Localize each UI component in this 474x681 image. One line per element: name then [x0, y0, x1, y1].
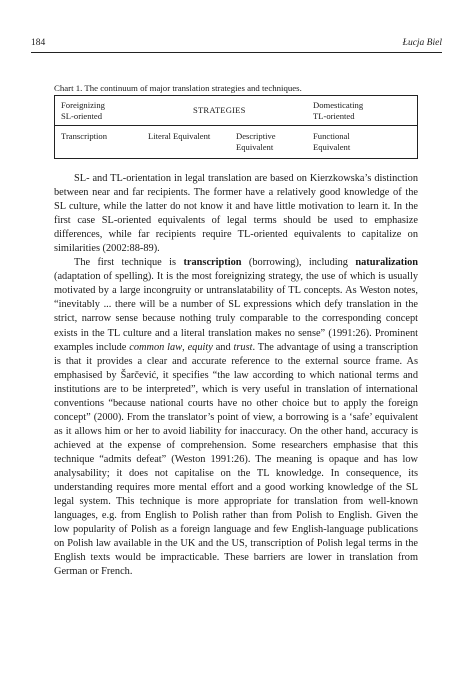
example-trust: trust [233, 341, 253, 353]
running-head [31, 37, 442, 49]
functional-line-2: Equivalent [313, 141, 351, 152]
table-divider [55, 125, 417, 126]
right-end-line-1: Domesticating [313, 100, 364, 110]
technique-transcription: Transcription [61, 131, 107, 141]
left-end-line-1: Foreignizing [61, 100, 105, 110]
descriptive-line-2: Equivalent [236, 141, 274, 152]
page-number: 184 [31, 38, 46, 48]
paragraph-transcription [54, 256, 418, 579]
term-naturalization: naturalization [355, 257, 418, 269]
p2-text-a: The first technique is [74, 257, 184, 269]
p2-text-e: and [212, 341, 234, 353]
technique-descriptive-equivalent [236, 131, 306, 152]
example-equity: equity [187, 341, 213, 353]
descriptive-line-1: Descriptive [236, 131, 276, 141]
running-head-author: Łucja Biel [402, 38, 442, 48]
body-text [54, 172, 418, 579]
header-rule [31, 52, 442, 53]
p2-text-b: (borrowing), including [241, 257, 356, 269]
strategies-label: STRATEGIES [193, 105, 246, 115]
term-transcription: transcription [183, 257, 242, 269]
p2-text-f: . The advantage of using a transcription is that it provides a clear and accurate reference to the external source frame. As emphasised by Šarčević, it specifies “the law according to which national terms and institutions are to be interpreted”, which is very useful in translation of international conventions “because national courts have no other choice but to apply the foreign concept” (2000). From the translator’s point of view, a borrowing is a ‘safe’ equivalent as it allows him or her to avoid liability for inaccuracy. On the other hand, accuracy is achieved at the expense of comprehension. Some researchers emphasise that this technique “admits defeat” (Weston 1991:26). The meaning is opaque and has low analysability; it does not capitalise on the TL knowledge. In consequence, its understanding requires more mental effort and a good working knowledge of the SL legal system. This technique is more appropriate for translation from well-known languages, e.g. from English to Polish rather than from Polish to English. Given the low popularity of Polish as a foreign language and few English-language publications on Polish law available in the UK and the US, transcription of Polish legal terms in the English texts would be impracticable. These barriers are lower in translation from German or French. [54, 341, 419, 578]
right-end-line-2: TL-oriented [313, 110, 355, 121]
example-common-law: common law [129, 341, 183, 353]
technique-functional-equivalent [313, 131, 403, 152]
continuum-right-end [313, 100, 413, 121]
p2-text-d: , [182, 341, 188, 353]
chart-caption: Chart 1. The continuum of major translation strategies and techniques. [54, 83, 302, 93]
paragraph-recipients: SL- and TL-orientation in legal translation are based on Kierzkowska’s distinction between near and far recipients. The former have a relatively good knowledge of the SL culture, while the latter do not know it and have little motivation to learn it. In the first case SL-oriented equivalents of legal terms should be used to emphasize differences, while far recipients require TL-oriented equivalents to capitalize on similarities (2002:88-89). [54, 173, 418, 255]
technique-literal-equivalent: Literal Equivalent [148, 131, 211, 141]
functional-line-1: Functional [313, 131, 350, 141]
left-end-line-2: SL-oriented [61, 110, 103, 121]
continuum-left-end [61, 100, 151, 121]
strategy-continuum-table [54, 95, 418, 159]
p2-text-c: (adaptation of spelling). It is the most foreignizing strategy, the use of which is usually motivated by a large incongruity or untranslatability of TL concepts. As Weston notes, “inevitably ... there will be a number of SL expressions which defy translation in the strict, narrow sense because nothing truly comparable to the corresponding concept exists in the TL culture and a literal translation makes no sense” (1991:26). Prominent examples include [54, 271, 418, 353]
